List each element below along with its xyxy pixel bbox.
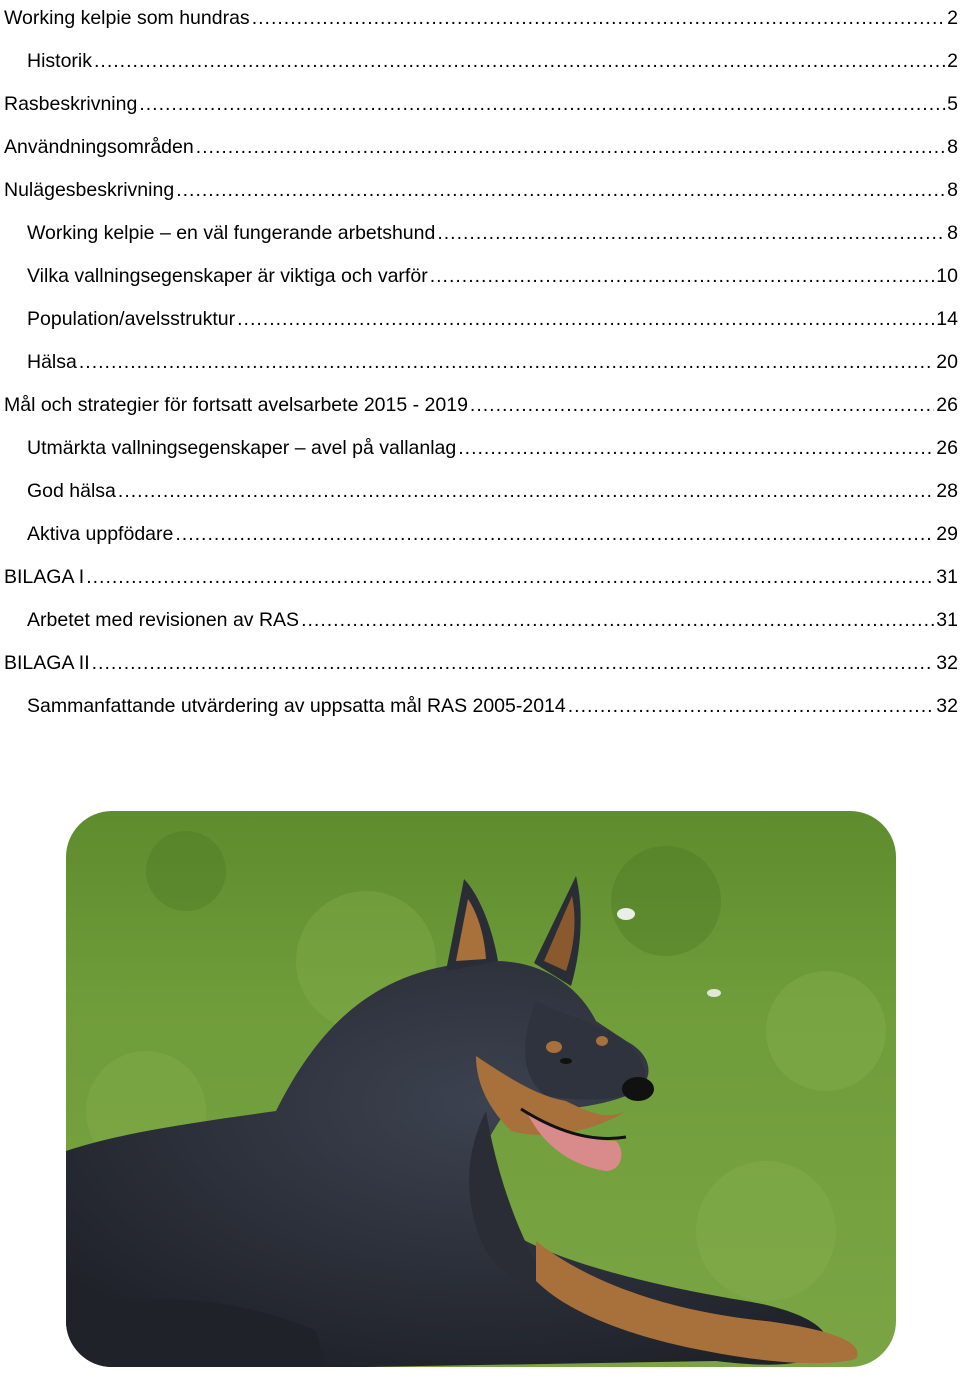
- toc-entry-page: 31: [936, 566, 958, 588]
- toc-leader-dots: [139, 92, 945, 116]
- toc-leader-dots: [430, 264, 935, 288]
- toc-entry-page: 2: [947, 7, 958, 29]
- toc-entry-title: Mål och strategier för fortsatt avelsarbete 2015 - 2019: [4, 394, 468, 416]
- toc-entry[interactable]: [4, 0, 958, 30]
- toc-entry-page: 8: [947, 136, 958, 158]
- toc-entry[interactable]: [27, 248, 958, 288]
- toc-leader-dots: [92, 651, 935, 675]
- toc-entry-page: 2: [947, 50, 958, 72]
- toc-entry-title: Hälsa: [27, 351, 77, 373]
- toc-leader-dots: [94, 49, 945, 73]
- toc-entry[interactable]: [4, 377, 958, 417]
- toc-entry-page: 32: [936, 695, 958, 717]
- toc-entry-page: 31: [936, 609, 958, 631]
- toc-entry-page: 26: [936, 437, 958, 459]
- toc-entry-title: Utmärkta vallningsegenskaper – avel på vallanlag: [27, 437, 457, 459]
- toc-entry-title: Arbetet med revisionen av RAS: [27, 609, 300, 631]
- daisy-flower: [617, 908, 635, 920]
- toc-leader-dots: [237, 307, 934, 331]
- toc-entry-page: 28: [936, 480, 958, 502]
- dog-nose: [622, 1077, 654, 1101]
- toc-entry-title: Vilka vallningsegenskaper är viktiga och varför: [27, 265, 428, 287]
- toc-entry-page: 29: [936, 523, 958, 545]
- toc-entry[interactable]: [27, 291, 958, 331]
- dog-eyebrow-tan: [596, 1036, 608, 1046]
- toc-entry[interactable]: [4, 76, 958, 116]
- toc-entry-page: 8: [947, 179, 958, 201]
- toc-entry[interactable]: [4, 162, 958, 202]
- toc-entry-page: 26: [936, 394, 958, 416]
- toc-entry[interactable]: [27, 506, 958, 546]
- toc-entry[interactable]: [27, 463, 958, 503]
- toc-entry-title: Aktiva uppfödare: [27, 523, 174, 545]
- toc-entry-page: 20: [936, 351, 958, 373]
- toc-entry-page: 8: [947, 222, 958, 244]
- toc-entry[interactable]: [27, 678, 958, 718]
- toc-entry-title: Working kelpie som hundras: [4, 7, 250, 29]
- toc-entry-title: God hälsa: [27, 480, 116, 502]
- dog-eyebrow-tan: [546, 1041, 562, 1053]
- toc-entry-title: BILAGA I: [4, 566, 85, 588]
- toc-entry[interactable]: [27, 592, 958, 632]
- toc-leader-dots: [458, 436, 934, 460]
- toc-leader-dots: [175, 522, 934, 546]
- dog-eye: [560, 1058, 572, 1064]
- toc-leader-dots: [86, 565, 934, 589]
- toc-entry[interactable]: [27, 205, 958, 245]
- toc-entry-page: 14: [936, 308, 958, 330]
- toc-entry-title: Rasbeskrivning: [4, 93, 138, 115]
- toc-leader-dots: [252, 6, 945, 30]
- daisy-flower: [707, 989, 721, 997]
- toc-entry[interactable]: [4, 549, 958, 589]
- toc-leader-dots: [568, 694, 935, 718]
- toc-entry[interactable]: [27, 334, 958, 374]
- toc-entry-title: BILAGA II: [4, 652, 90, 674]
- dog-illustration: [66, 811, 896, 1367]
- toc-leader-dots: [301, 608, 934, 632]
- toc-leader-dots: [437, 221, 945, 245]
- toc-entry-page: 5: [947, 93, 958, 115]
- kelpie-dog-photo: [66, 811, 896, 1367]
- toc-leader-dots: [196, 135, 945, 159]
- toc-entry-title: Historik: [27, 50, 93, 72]
- toc-entry[interactable]: [27, 33, 958, 73]
- toc-leader-dots: [79, 350, 934, 374]
- toc-entry-page: 32: [936, 652, 958, 674]
- toc-entry-title: Användningsområden: [4, 136, 194, 158]
- toc-entry-page: 10: [936, 265, 958, 287]
- toc-leader-dots: [470, 393, 934, 417]
- toc-entry[interactable]: [4, 635, 958, 675]
- toc-entry[interactable]: [4, 119, 958, 159]
- toc-entry-title: Working kelpie – en väl fungerande arbetshund: [27, 222, 436, 244]
- toc-entry-title: Nulägesbeskrivning: [4, 179, 175, 201]
- toc-leader-dots: [176, 178, 945, 202]
- toc-entry[interactable]: [27, 420, 958, 460]
- toc-entry-title: Sammanfattande utvärdering av uppsatta mål RAS 2005-2014: [27, 695, 566, 717]
- toc-entry-title: Population/avelsstruktur: [27, 308, 236, 330]
- toc-leader-dots: [118, 479, 934, 503]
